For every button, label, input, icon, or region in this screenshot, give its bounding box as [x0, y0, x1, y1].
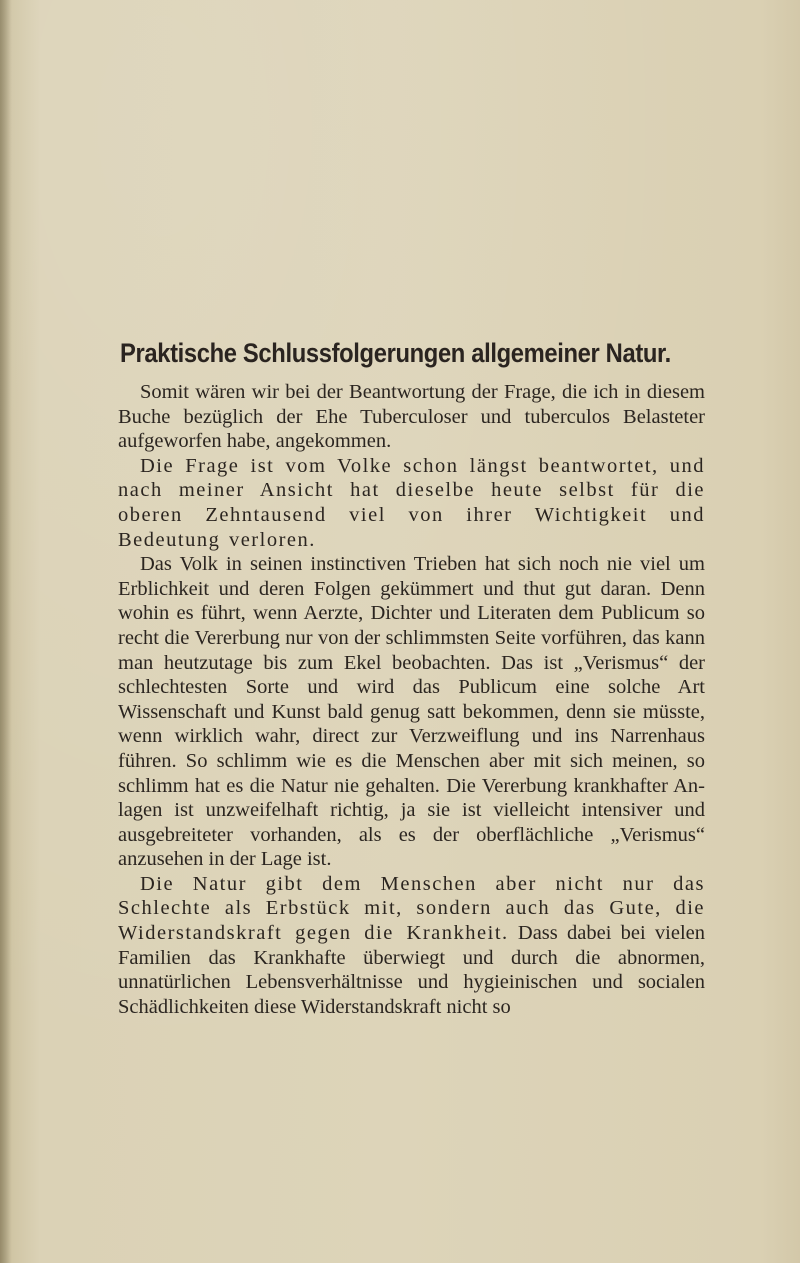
chapter-heading: Praktische Schlussfolgerungen allgemeiner Natur. [120, 338, 671, 368]
paragraph-4-emphasis: Die Natur gibt dem Menschen aber nicht nur das Schlechte als Erbstück mit, sondern auch das Gute, die Widerstandskraft gegen die Krankheit. [118, 872, 705, 945]
paragraph-4 [118, 872, 705, 1020]
page-gutter-shadow [0, 0, 12, 1263]
paragraph-2: Die Frage ist vom Volke schon längst beantwortet, und nach meiner Ansicht hat dieselbe heute selbst für die oberen Zehntausend viel von ihrer Wichtigkeit und Bedeutung verloren. [118, 454, 705, 551]
paragraph-3: Das Volk in seinen instinctiven Trieben hat sich noch nie viel um Erblichkeit und deren Folgen gekümmert und thut gut daran. Denn wohin es führt, wenn Aerzte, Dichter und Literaten dem Publicum so recht die Vererbung nur von der schlimmsten Seite vorführen, das kann man heutzutage bis zum Ekel beobachten. Das ist „Verismus“ der schlechtesten Sorte und wird das Publicum eine solche Art Wissenschaft und Kunst bald genug satt bekommen, denn sie müsste, wenn wirklich wahr, direct zur Verzweiflung und ins Narrenhaus führen. So schlimm wie es die Menschen aber mit sich meinen, so schlimm hat es die Natur nie gehalten. Die Vererbung krankhafter Anlagen ist unzweifelhaft richtig, ja sie ist vielleicht intensiver und ausgebreiteter vorhanden, als es der oberflächliche „Verismus“ anzusehen in der Lage ist. [118, 553, 705, 871]
paragraph-1: Somit wären wir bei der Beantwortung der Frage, die ich in diesem Buche bezüglich der Ehe Tuberculoser und tuberculos Belasteter aufgeworfen habe, angekommen. [118, 381, 705, 453]
body-text [118, 380, 705, 1019]
paragraph-4-rest: Dass dabei bei vielen Familien das Krankhafte überwiegt und durch die abnormen, unnatürlichen Lebensverhältnisse und hygieinischen und socialen Schädlichkeiten diese Widerstandskraft nicht so [118, 922, 705, 1018]
